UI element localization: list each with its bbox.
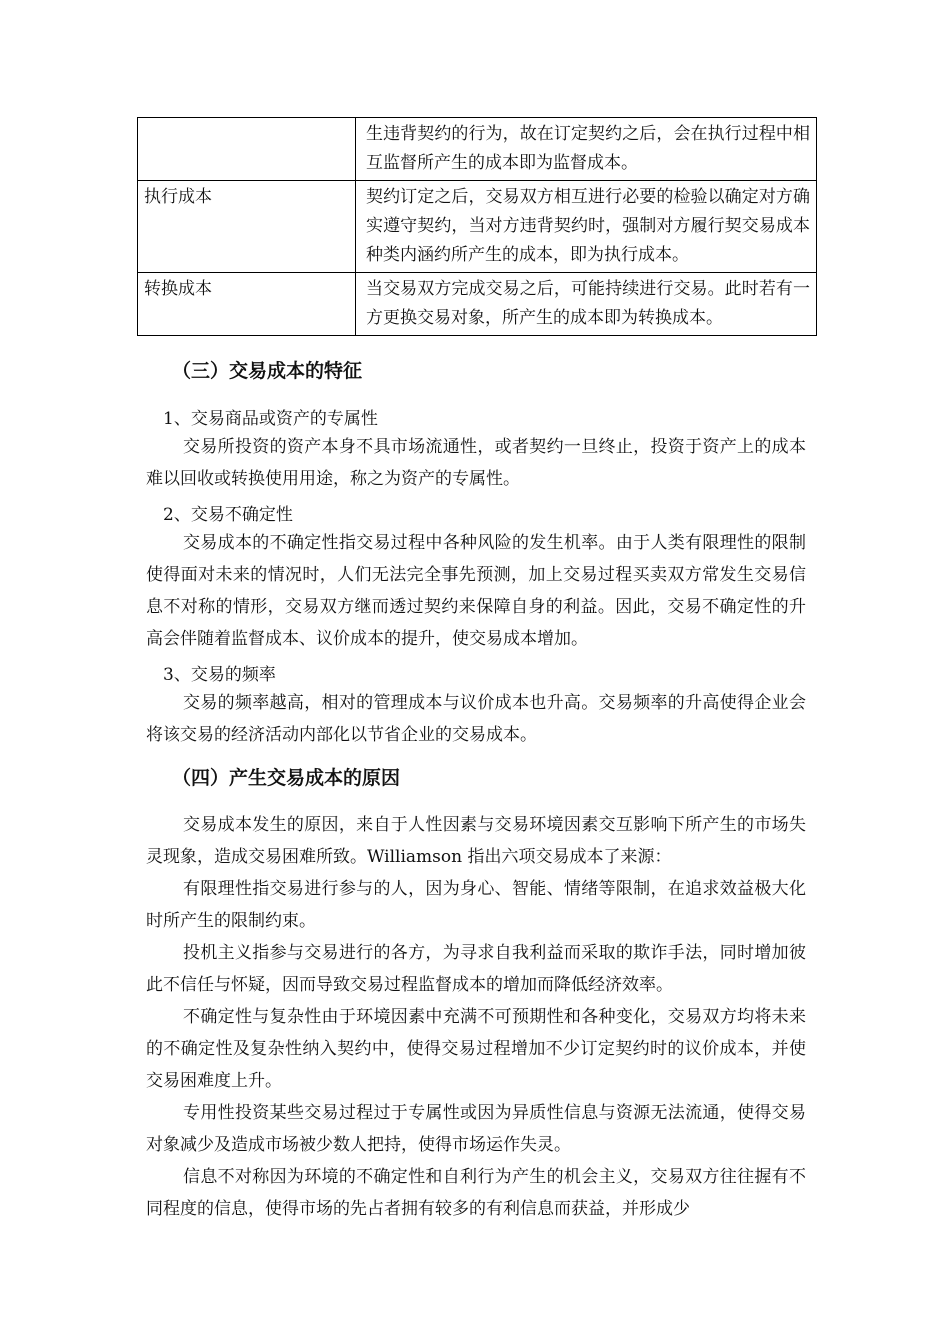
table-row [138,273,817,336]
paragraph: 投机主义指参与交易进行的各方，为寻求自我利益而采取的欺诈手法，同时增加彼此不信任与怀疑，因而导致交易过程监督成本的增加而降低经济效率。 [146,943,806,995]
paragraph: 信息不对称因为环境的不确定性和自利行为产生的机会主义，交易双方往往握有不同程度的信息，使得市场的先占者拥有较多的有利信息而获益，并形成少 [146,1167,806,1219]
cost-name-cell [138,118,356,181]
paragraph: 交易所投资的资产本身不具市场流通性，或者契约一旦终止，投资于资产上的成本难以回收或转换使用用途，称之为资产的专属性。 [146,437,806,489]
section-heading: （四）产生交易成本的原因 [172,767,401,789]
cost-type-table [137,117,817,336]
item-title: 3、交易的频率 [163,665,276,685]
paragraph: 交易的频率越高，相对的管理成本与议价成本也升高。交易频率的升高使得企业会将该交易的经济活动内部化以节省企业的交易成本。 [146,693,806,745]
paragraph: 交易成本的不确定性指交易过程中各种风险的发生机率。由于人类有限理性的限制使得面对未来的情况时，人们无法完全事先预测，加上交易过程买卖双方常发生交易信息不对称的情形，交易双方继而透过契约来保障自身的利益。因此，交易不确定性的升高会伴随着监督成本、议价成本的提升，使交易成本增加。 [146,533,806,649]
table-row [138,118,817,181]
table-row [138,181,817,273]
paragraph: 专用性投资某些交易过程过于专属性或因为异质性信息与资源无法流通，使得交易对象减少及造成市场被少数人把持，使得市场运作失灵。 [146,1103,806,1155]
paragraph: 不确定性与复杂性由于环境因素中充满不可预期性和各种变化，交易双方均将未来的不确定性及复杂性纳入契约中，使得交易过程增加不少订定契约时的议价成本，并使交易困难度上升。 [146,1007,806,1091]
cost-name-cell: 执行成本 [138,181,356,273]
cost-name-cell: 转换成本 [138,273,356,336]
paragraph: 有限理性指交易进行参与的人，因为身心、智能、情绪等限制，在追求效益极大化时所产生的限制约束。 [146,879,806,931]
cost-desc-cell: 生违背契约的行为，故在订定契约之后，会在执行过程中相互监督所产生的成本即为监督成本。 [356,118,817,181]
section-heading: （三）交易成本的特征 [172,360,363,382]
item-title: 1、交易商品或资产的专属性 [163,409,378,429]
cost-desc-cell: 契约订定之后，交易双方相互进行必要的检验以确定对方确实遵守契约，当对方违背契约时，强制对方履行契交易成本种类内涵约所产生的成本，即为执行成本。 [356,181,817,273]
paragraph: 交易成本发生的原因，来自于人性因素与交易环境因素交互影响下所产生的市场失灵现象，造成交易困难所致。Williamson 指出六项交易成本了来源： [146,815,806,867]
item-title: 2、交易不确定性 [163,505,293,525]
cost-desc-cell: 当交易双方完成交易之后，可能持续进行交易。此时若有一方更换交易对象，所产生的成本即为转换成本。 [356,273,817,336]
